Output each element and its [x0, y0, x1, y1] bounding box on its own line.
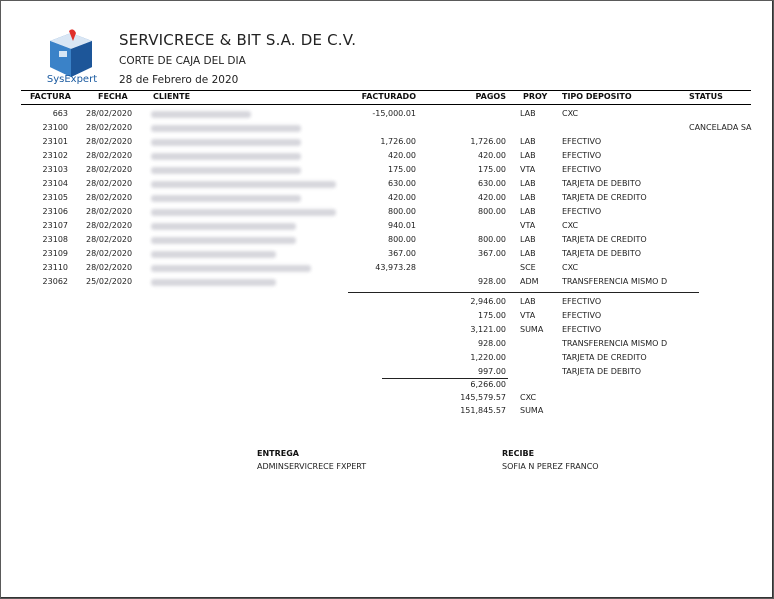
row-fecha: 28/02/2020 — [86, 263, 133, 272]
row-proy: LAB — [520, 137, 536, 146]
row-pagos: 420.00 — [478, 193, 506, 202]
row-cliente-redacted — [151, 223, 296, 230]
summary-tipo: TRANSFERENCIA MISMO D — [562, 339, 668, 348]
row-facturado: 630.00 — [388, 179, 416, 188]
row-proy: LAB — [520, 193, 536, 202]
col-tipo-deposito: TIPO DEPOSITO — [562, 92, 632, 101]
row-cliente-redacted — [151, 181, 336, 188]
row-pagos: 928.00 — [478, 277, 506, 286]
row-facturado: 175.00 — [388, 165, 416, 174]
row-tipo: CXC — [562, 221, 579, 230]
row-facturado: -15,000.01 — [372, 109, 416, 118]
row-tipo: CXC — [562, 263, 579, 272]
row-pagos: 800.00 — [478, 207, 506, 216]
entrega-name: ADMINSERVICRECE FXPERT — [257, 462, 367, 471]
row-cliente-redacted — [151, 111, 251, 118]
row-fecha: 28/02/2020 — [86, 235, 133, 244]
row-cliente-redacted — [151, 265, 311, 272]
row-fecha: 28/02/2020 — [86, 249, 133, 258]
col-fecha: FECHA — [98, 92, 128, 101]
row-facturado: 800.00 — [388, 207, 416, 216]
row-pagos: 367.00 — [478, 249, 506, 258]
row-proy: LAB — [520, 249, 536, 258]
row-status: CANCELADA SA — [689, 123, 752, 132]
row-cliente-redacted — [151, 279, 276, 286]
summary-amount: 2,946.00 — [470, 297, 506, 306]
report-title: CORTE DE CAJA DEL DIA — [119, 55, 246, 67]
row-fecha: 28/02/2020 — [86, 137, 133, 146]
row-facturado: 1,726.00 — [380, 137, 416, 146]
row-factura: 23110 — [42, 263, 68, 272]
entrega-label: ENTREGA — [257, 449, 299, 458]
row-tipo: EFECTIVO — [562, 137, 602, 146]
row-tipo: CXC — [562, 109, 579, 118]
total-amount: 145,579.57 — [460, 393, 506, 402]
summary-tipo: EFECTIVO — [562, 325, 602, 334]
col-proy: PROY — [523, 92, 548, 101]
recibe-label: RECIBE — [502, 449, 535, 458]
summary-amount: 997.00 — [478, 367, 506, 376]
summary-amount: 175.00 — [478, 311, 506, 320]
row-tipo: TARJETA DE CREDITO — [562, 193, 647, 202]
row-factura: 23100 — [42, 123, 68, 132]
row-facturado: 420.00 — [388, 151, 416, 160]
row-factura: 23109 — [42, 249, 68, 258]
row-factura: 23106 — [42, 207, 68, 216]
row-factura: 23103 — [42, 165, 68, 174]
row-tipo: EFECTIVO — [562, 207, 602, 216]
row-tipo: TARJETA DE DEBITO — [562, 179, 641, 188]
row-cliente-redacted — [151, 167, 301, 174]
row-fecha: 28/02/2020 — [86, 123, 133, 132]
col-facturado: FACTURADO — [361, 92, 416, 101]
row-fecha: 28/02/2020 — [86, 221, 133, 230]
row-fecha: 28/02/2020 — [86, 193, 133, 202]
row-tipo: TARJETA DE CREDITO — [562, 235, 647, 244]
recibe-name: SOFIA N PEREZ FRANCO — [502, 462, 599, 471]
row-pagos: 420.00 — [478, 151, 506, 160]
row-proy: SCE — [520, 263, 536, 272]
total-label: CXC — [520, 393, 537, 402]
row-proy: LAB — [520, 179, 536, 188]
col-cliente: CLIENTE — [153, 92, 191, 101]
row-pagos: 175.00 — [478, 165, 506, 174]
summary-proy: LAB — [520, 297, 536, 306]
row-facturado: 420.00 — [388, 193, 416, 202]
row-facturado: 43,973.28 — [375, 263, 416, 272]
totals-rule — [348, 292, 699, 293]
row-factura: 23102 — [42, 151, 68, 160]
row-cliente-redacted — [151, 209, 336, 216]
row-proy: LAB — [520, 207, 536, 216]
row-factura: 23101 — [42, 137, 68, 146]
row-cliente-redacted — [151, 139, 301, 146]
row-proy: LAB — [520, 109, 536, 118]
header-top-rule — [21, 90, 751, 91]
row-tipo: EFECTIVO — [562, 165, 602, 174]
summary-amount: 928.00 — [478, 339, 506, 348]
row-pagos: 1,726.00 — [470, 137, 506, 146]
report-page — [1, 1, 773, 598]
row-proy: LAB — [520, 151, 536, 160]
row-facturado: 367.00 — [388, 249, 416, 258]
row-fecha: 28/02/2020 — [86, 207, 133, 216]
row-facturado: 940.01 — [388, 221, 416, 230]
summary-rule — [382, 378, 508, 379]
row-proy: ADM — [520, 277, 539, 286]
row-pagos: 630.00 — [478, 179, 506, 188]
summary-tipo: TARJETA DE CREDITO — [562, 353, 647, 362]
row-fecha: 28/02/2020 — [86, 109, 133, 118]
summary-amount: 3,121.00 — [470, 325, 506, 334]
col-status: STATUS — [689, 92, 723, 101]
row-tipo: TARJETA DE DEBITO — [562, 249, 641, 258]
col-factura: FACTURA — [30, 92, 71, 101]
col-pagos: PAGOS — [475, 92, 506, 101]
header-bottom-rule — [21, 104, 751, 105]
row-proy: LAB — [520, 235, 536, 244]
row-cliente-redacted — [151, 237, 296, 244]
summary-tipo: EFECTIVO — [562, 297, 602, 306]
total-amount: 151,845.57 — [460, 406, 506, 415]
row-tipo: TRANSFERENCIA MISMO D — [562, 277, 668, 286]
logo-caption: SysExpert — [46, 74, 98, 85]
row-factura: 23104 — [42, 179, 68, 188]
summary-tipo: TARJETA DE DEBITO — [562, 367, 641, 376]
row-cliente-redacted — [151, 195, 301, 202]
row-pagos: 800.00 — [478, 235, 506, 244]
row-factura: 23062 — [42, 277, 68, 286]
total-label: SUMA — [520, 406, 544, 415]
row-cliente-redacted — [151, 153, 301, 160]
row-fecha: 25/02/2020 — [86, 277, 133, 286]
row-factura: 23105 — [42, 193, 68, 202]
summary-tipo: EFECTIVO — [562, 311, 602, 320]
summary-amount: 1,220.00 — [470, 353, 506, 362]
row-fecha: 28/02/2020 — [86, 179, 133, 188]
company-name: SERVICRECE & BIT S.A. DE C.V. — [119, 31, 357, 49]
row-factura: 23107 — [42, 221, 68, 230]
report-date: 28 de Febrero de 2020 — [119, 74, 239, 86]
row-facturado: 800.00 — [388, 235, 416, 244]
row-tipo: EFECTIVO — [562, 151, 602, 160]
total-amount: 6,266.00 — [470, 380, 506, 389]
row-factura: 23108 — [42, 235, 68, 244]
row-fecha: 28/02/2020 — [86, 151, 133, 160]
row-factura: 663 — [52, 109, 68, 118]
summary-proy: VTA — [520, 311, 536, 320]
row-cliente-redacted — [151, 251, 276, 258]
summary-proy: SUMA — [520, 325, 544, 334]
row-proy: VTA — [520, 221, 536, 230]
row-proy: VTA — [520, 165, 536, 174]
row-fecha: 28/02/2020 — [86, 165, 133, 174]
row-cliente-redacted — [151, 125, 301, 132]
